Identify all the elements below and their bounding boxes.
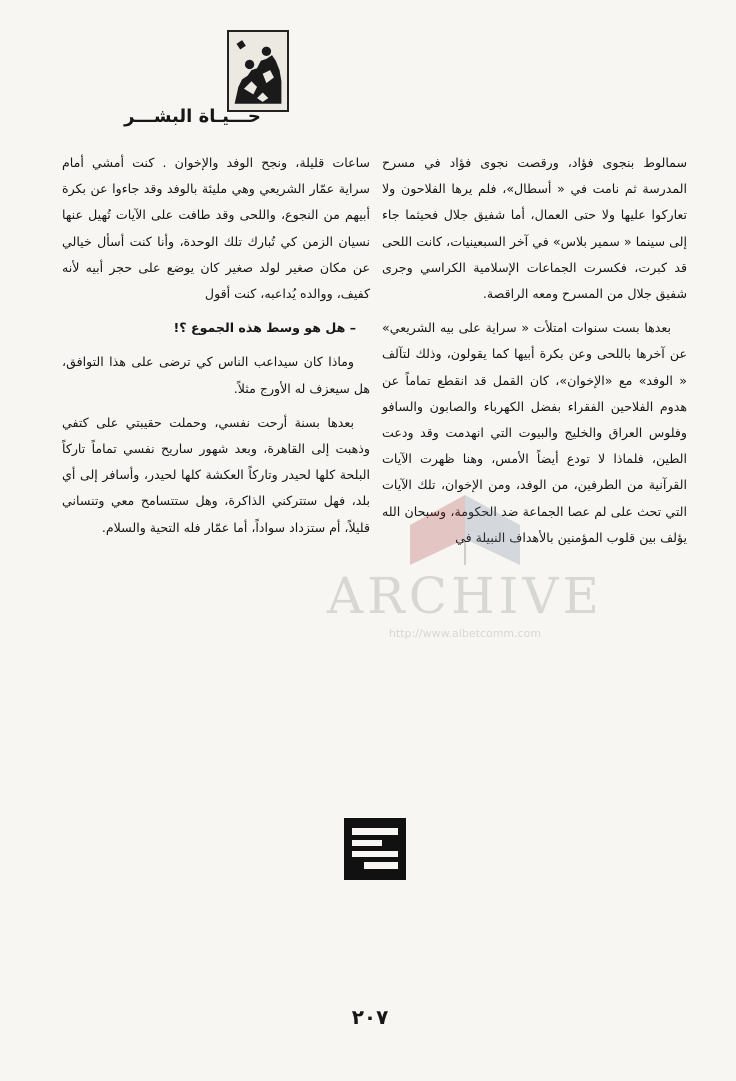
paragraph: سمالوط بنجوى فؤاد، ورقصت نجوى فؤاد في مسرح المدرسة ثم نامت في « أسطال»، فلم يرها الفلاحون ولا تعاركوا عليها ولا حتى العمال، أما شفيق جلال فحيثما جاء إلى سينما « سمير بلاس» في آخر السبعينيات، كانت اللحى قد كبرت، فكسرت الجماعات الإسلامية الكراسي وجرى شفيق جلال من المسرح ومعه الراقصة. [382,155,687,302]
publisher-logo-icon [344,818,406,880]
text-column-left [62,150,370,549]
paragraph: وماذا كان سيداعب الناس كي ترضى على هذا التوافق، هل سيعزف له الأورج مثلاً. [62,354,370,396]
figures-illustration-icon [229,32,287,110]
text-column-right [382,150,687,559]
paragraph: بعدها بست سنوات امتلأت « سراية على بيه الشريعي» عن آخرها باللحى وعن بكرة أبيها كما يقولون، وذلك لتآلف « الوفد» مع «الإخوان»، كان القمل قد انقطع تماماً عن هدوم الفلاحين الفقراء بفضل الكهرباء والصابون والسافو وفلوس العراق والخليج والبيوت التي انهدمت وقد ودعت الطين، فلماذا لا تودع أيضاً الأمس، وهنا ظهرت الآيات القرآنية من الطرفين، من الوفد، ومن الإخوان، تلك الآيات التي تحث على لم عصا الجماعة ضد الحكومة، وسبحان الله يؤلف بين قلوب المؤمنين بالأهداف النبيلة في [382,320,687,545]
dialogue-line: – هل هو وسط هذه الجموع ؟! [173,320,356,336]
watermark-text: ARCHIVE [327,567,603,625]
running-header-title: حـــيـاة البشـــر [124,106,261,127]
header-illustration [227,30,289,112]
paragraph: ساعات قليلة، ونجح الوفد والإخوان . كنت أمشي أمام سراية عمّار الشريعي وهي مليئة بالوفد وقد جاءوا عن بكرة أبيهم من النجوع، واللحى وقد طافت على الآيات تُهيل عنها نسيان الزمن كي تُبارك تلك الوحدة، وأنا كنت أسأل خيالي عن مكان صغير لولد صغير كان يوضع على حجر أبيه لأنه كفيف، ووالده يُداعبه، كنت أقول [62,155,370,302]
publisher-logo [344,818,406,880]
page-number: ٢٠٧ [351,1005,389,1029]
paragraph: بعدها بسنة أرحت نفسي، وحملت حقيبتي على كتفي وذهبت إلى القاهرة، وبعد شهور ساريح نفسي تماماً تاركاً البلحة كلها لحيدر وتاركاً العكشة كلها لحيدر، وأسافر إلى أي بلد، فهل ستتركني الذاكرة، وهل ستتسامح معي وتنساني قليلاً، أم ستزداد سواداً، أما عمّار فله التحية والسلام. [62,414,370,535]
watermark-url: http://www.albetcomm.com [388,627,542,640]
